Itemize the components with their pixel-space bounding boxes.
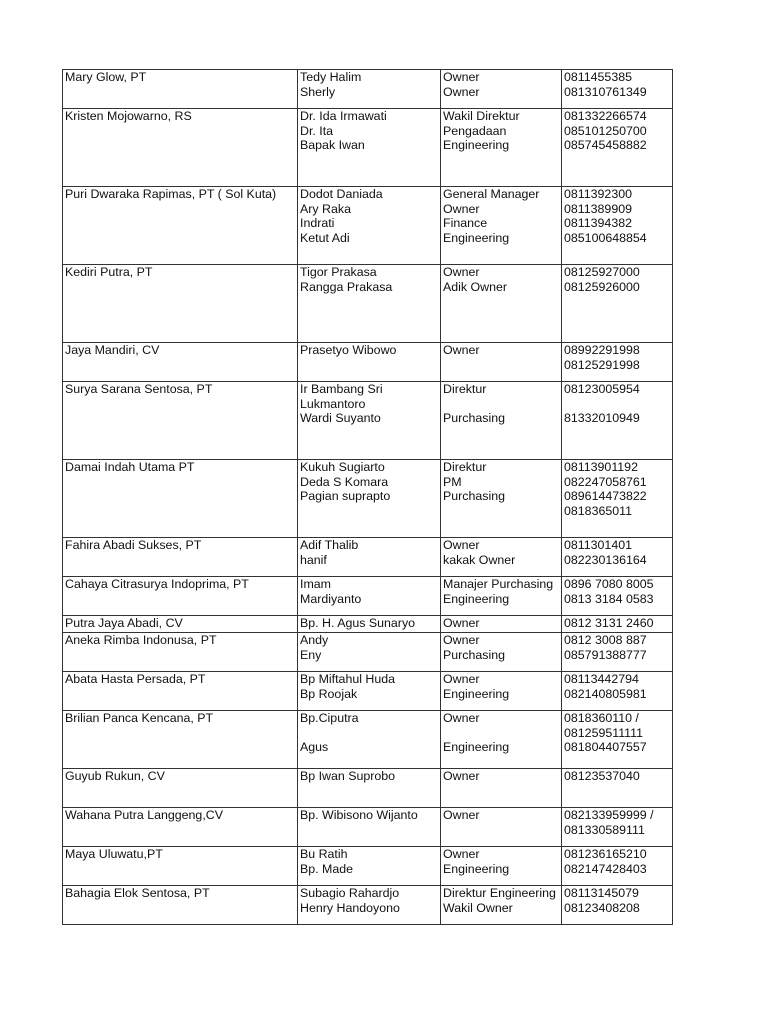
table-row [63,460,673,538]
role: Pengadaan [443,123,507,138]
phone-number: 08123408208 [564,900,640,915]
company-cell [63,886,298,925]
role-cell [441,382,562,460]
contact-person-cell [298,769,441,808]
company-name: Maya Uluwatu,PT [65,847,163,861]
contact-person: Eny [300,647,322,662]
phone-number: 08113442794 [564,672,639,686]
company-name: Kediri Putra, PT [65,265,153,279]
phone-cell [562,769,673,808]
contact-person: Henry Handoyono [300,900,400,915]
phone-number: 0811392300 [564,187,632,201]
role: General Manager [443,187,540,201]
company-cell [63,808,298,847]
phone-number: 0896 7080 8005 [564,577,654,591]
role-cell [441,187,562,265]
phone-cell [562,711,673,769]
company-name: Damai Indah Utama PT [65,460,195,474]
company-cell [63,382,298,460]
company-cell [63,672,298,711]
role-cell [441,672,562,711]
phone-number: 0812 3131 2460 [564,616,654,630]
role-cell [441,616,562,633]
role: Owner [443,343,480,357]
table-row [63,265,673,343]
role: Owner [443,538,480,552]
role-cell [441,711,562,769]
role: Engineering [443,861,510,876]
contact-person: Bapak Iwan [300,138,365,152]
contact-person: Ketut Adi [300,230,350,245]
contact-person: Sherly [300,84,336,99]
contact-person: Imam [300,577,331,591]
phone-number: 082230136164 [564,552,647,567]
role-cell [441,886,562,925]
phone-cell [562,70,673,109]
role-cell [441,633,562,672]
role: Owner [443,201,480,216]
phone-number: 0818360110 / [564,711,639,725]
role: Direktur [443,460,487,474]
table-row [63,538,673,577]
phone-number: 082247058761 [564,474,647,489]
contact-person: hanif [300,552,327,567]
role: Direktur [443,382,487,396]
role: Purchasing [443,489,505,503]
role-cell [441,265,562,343]
contact-person: Wardi Suyanto [300,411,381,425]
company-name: Mary Glow, PT [65,70,147,84]
role: Wakil Owner [443,900,513,915]
company-name: Brilian Panca Kencana, PT [65,711,214,725]
role: Owner [443,616,480,630]
table-row [63,633,673,672]
contact-person: Bp. Made [300,861,354,876]
table-row [63,769,673,808]
role: Engineering [443,138,510,152]
role [443,726,561,741]
phone-number: 0811394382 [564,216,632,230]
role: Owner [443,769,480,783]
contact-person-cell [298,70,441,109]
phone-number: 081310761349 [564,84,647,99]
role-cell [441,109,562,187]
contact-person-cell [298,886,441,925]
phone-cell [562,460,673,538]
contact-person-cell [298,847,441,886]
role-cell [441,769,562,808]
phone-number: 08123005954 [564,382,640,396]
contact-person-cell [298,265,441,343]
contact-person: Tigor Prakasa [300,265,377,279]
table-row [63,70,673,109]
contact-person: Agus [300,740,329,754]
company-name: Wahana Putra Langgeng,CV [65,808,223,822]
contact-person-cell [298,343,441,382]
phone-number: 081236165210 [564,847,647,861]
table-row [63,808,673,847]
phone-cell [562,633,673,672]
phone-cell [562,616,673,633]
role: Adik Owner [443,279,508,294]
role-cell [441,538,562,577]
contacts-table-body [63,70,673,925]
role-cell [441,847,562,886]
phone-cell [562,808,673,847]
company-cell [63,633,298,672]
role: Engineering [443,740,510,754]
company-cell [63,711,298,769]
contact-person: Dr. Ita [300,123,334,138]
phone-cell [562,265,673,343]
phone-number: 085745458882 [564,138,647,152]
phone-number: 08113901192 [564,460,638,474]
contact-person: Andy [300,633,329,647]
phone-number: 081332266574 [564,109,647,123]
company-cell [63,577,298,616]
phone-cell [562,109,673,187]
table-row [63,616,673,633]
contact-person-cell [298,109,441,187]
company-cell [63,109,298,187]
phone-cell [562,886,673,925]
company-cell [63,265,298,343]
contact-person: Bp. Wibisono Wijanto [300,808,418,822]
role: Purchasing [443,647,505,662]
phone-number: 0818365011 [564,503,632,518]
phone-cell [562,382,673,460]
contact-person: Bu Ratih [300,847,348,861]
phone-number: 081330589111 [564,822,645,837]
phone-cell [562,847,673,886]
company-cell [63,70,298,109]
phone-number: 0811455385 [564,70,632,84]
phone-number: 081259511111 [564,725,644,740]
contact-person: Dodot Daniada [300,187,383,201]
contact-person: Pagian suprapto [300,489,391,503]
contact-person-cell [298,187,441,265]
contact-person-cell [298,616,441,633]
phone-number: 81332010949 [564,411,640,425]
company-name: Cahaya Citrasurya Indoprima, PT [65,577,249,591]
phone-number: 085100648854 [564,230,647,245]
role-cell [441,70,562,109]
company-name: Bahagia Elok Sentosa, PT [65,886,210,900]
company-cell [63,616,298,633]
contact-person: Bp. H. Agus Sunaryo [300,616,416,630]
role-cell [441,577,562,616]
contact-person: Ary Raka [300,201,351,216]
phone-number: 08113145079 [564,886,639,900]
table-row [63,711,673,769]
role: Manajer Purchasing [443,577,554,591]
phone-number: 085791388777 [564,647,647,662]
phone-number: 08992291998 [564,343,640,357]
phone-cell [562,538,673,577]
contact-person: Ir Bambang Sri [300,382,383,396]
company-name: Abata Hasta Persada, PT [65,672,206,686]
table-row [63,109,673,187]
table-row [63,672,673,711]
table-row [63,577,673,616]
phone-cell [562,187,673,265]
company-name: Aneka Rimba Indonusa, PT [65,633,217,647]
role: Engineering [443,591,510,606]
contact-person: Subagio Rahardjo [300,886,400,900]
phone-number: 08125291998 [564,357,640,372]
role: Direktur Engineering [443,886,556,900]
phone-number: 08125926000 [564,279,640,294]
role: Owner [443,808,480,822]
phone-number [564,397,672,412]
contact-person: Bp Iwan Suprobo [300,769,396,783]
role: Owner [443,84,480,99]
phone-number: 081804407557 [564,740,647,754]
phone-number: 08123537040 [564,769,640,783]
company-name: Surya Sarana Sentosa, PT [65,382,213,396]
company-name: Fahira Abadi Sukses, PT [65,538,202,552]
company-name: Jaya Mandiri, CV [65,343,160,357]
contact-person: Bp.Ciputra [300,711,359,725]
role: Owner [443,70,480,84]
role: Owner [443,633,480,647]
phone-number: 089614473822 [564,489,647,503]
phone-number: 082140805981 [564,686,647,701]
role: Owner [443,672,480,686]
contact-person-cell [298,711,441,769]
contact-person: Indrati [300,216,335,230]
contact-person-cell [298,382,441,460]
phone-cell [562,343,673,382]
company-cell [63,769,298,808]
role: Purchasing [443,411,505,425]
phone-number: 082147428403 [564,861,647,876]
contacts-table [62,69,673,925]
phone-number: 0811301401 [564,538,632,552]
role: Wakil Direktur [443,109,520,123]
contact-person: Tedy Halim [300,70,362,84]
table-row [63,847,673,886]
contact-person-cell [298,460,441,538]
contact-person: Adif Thalib [300,538,359,552]
role: Owner [443,847,480,861]
role [443,397,561,412]
table-row [63,187,673,265]
role: Engineering [443,230,510,245]
phone-number: 0813 3184 0583 [564,591,654,606]
phone-number: 0811389909 [564,201,632,216]
role: Finance [443,216,488,230]
role-cell [441,460,562,538]
role-cell [441,808,562,847]
table-row [63,886,673,925]
contact-person-cell [298,538,441,577]
company-cell [63,343,298,382]
company-cell [63,538,298,577]
phone-number: 0812 3008 887 [564,633,647,647]
company-name: Kristen Mojowarno, RS [65,109,192,123]
contact-person-cell [298,577,441,616]
contact-person: Bp Roojak [300,686,358,701]
contact-person-cell [298,633,441,672]
contact-person: Prasetyo Wibowo [300,343,397,357]
contact-person-cell [298,672,441,711]
contact-person: Bp Miftahul Huda [300,672,396,686]
contact-person: Lukmantoro [300,396,366,411]
company-cell [63,847,298,886]
contact-person-cell [298,808,441,847]
role: Owner [443,711,480,725]
company-name: Guyub Rukun, CV [65,769,165,783]
role-cell [441,343,562,382]
company-cell [63,460,298,538]
role: PM [443,474,462,489]
company-name: Puri Dwaraka Rapimas, PT ( Sol Kuta) [65,187,277,201]
contact-person: Kukuh Sugiarto [300,460,385,474]
contact-person: Dr. Ida Irmawati [300,109,387,123]
contact-person: Deda S Komara [300,474,389,489]
table-row [63,343,673,382]
contact-person: Mardiyanto [300,591,362,606]
role: Engineering [443,686,510,701]
phone-number: 08125927000 [564,265,640,279]
company-name: Putra Jaya Abadi, CV [65,616,183,630]
contact-person: Rangga Prakasa [300,279,393,294]
table-row [63,382,673,460]
company-cell [63,187,298,265]
contact-person [300,726,440,741]
phone-number: 082133959999 / [564,808,654,822]
phone-cell [562,672,673,711]
role: kakak Owner [443,552,516,567]
phone-number: 085101250700 [564,123,647,138]
role: Owner [443,265,480,279]
phone-cell [562,577,673,616]
